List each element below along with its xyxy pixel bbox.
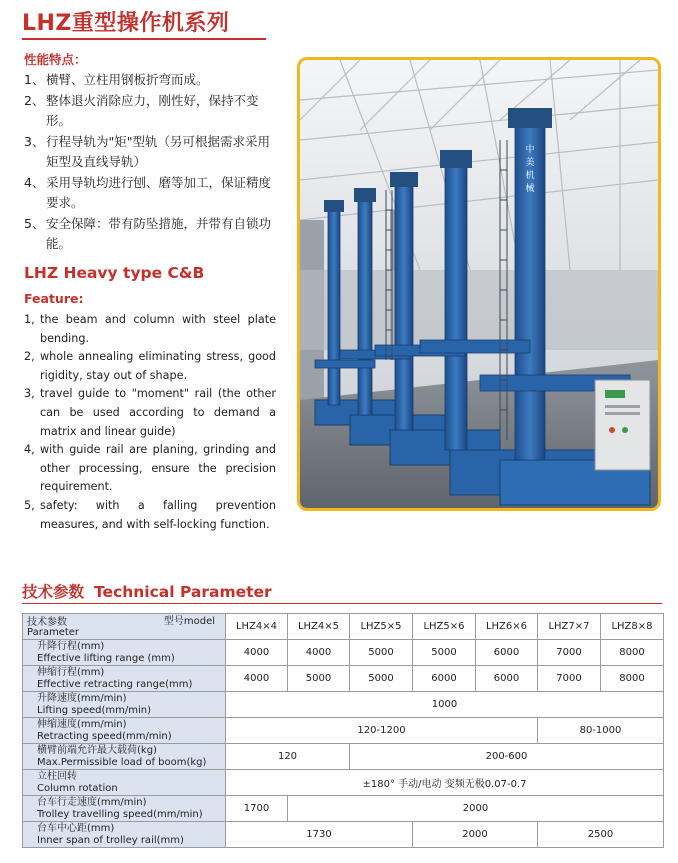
model-header: LHZ7×7 <box>538 614 601 640</box>
table-row <box>23 640 664 666</box>
cn-features-heading: 性能特点： <box>24 52 87 67</box>
list-item: 5、 安全保障：带有防坠措施，并带有自锁功能。 <box>24 215 272 251</box>
table-cell: 8000 <box>601 640 664 666</box>
model-header: LHZ8×8 <box>601 614 664 640</box>
list-item: 5, safety: with a falling prevention measures, and with self-locking function. <box>24 498 276 531</box>
model-header: LHZ5×6 <box>413 614 476 640</box>
table-cell: 5000 <box>350 666 413 692</box>
spec-table <box>22 613 664 848</box>
table-cell: 1000 <box>226 692 664 718</box>
model-header: LHZ4×4 <box>226 614 288 640</box>
table-cell: 5000 <box>350 640 413 666</box>
table-cell: 6000 <box>476 666 538 692</box>
table-cell: 4000 <box>288 640 350 666</box>
table-row <box>23 718 664 744</box>
table-cell: 8000 <box>601 666 664 692</box>
table-cell: 4000 <box>226 640 288 666</box>
page-title: LHZ重型操作机系列 <box>22 11 230 36</box>
table-cell: 5000 <box>288 666 350 692</box>
table-cell: 2000 <box>413 822 538 848</box>
table-cell: 6000 <box>413 666 476 692</box>
cn-feature-list <box>24 70 280 255</box>
table-cell: 120 <box>226 744 350 770</box>
table-cell: 1700 <box>226 796 288 822</box>
table-cell: 2500 <box>538 822 664 848</box>
spec-section-title: 技术参数 Technical Parameter <box>22 583 272 601</box>
table-cell: 2000 <box>288 796 664 822</box>
row-label: 升降行程(mm) Effective lifting range (mm) <box>23 640 226 666</box>
list-item: 4、 采用导轨均进行刨、磨等加工，保证精度要求。 <box>24 174 272 210</box>
table-cell: 4000 <box>226 666 288 692</box>
spec-title-underline <box>22 603 662 604</box>
model-header: LHZ5×5 <box>350 614 413 640</box>
table-cell: 5000 <box>413 640 476 666</box>
column-lettering: 中美机械 <box>525 145 535 194</box>
table-cell: 7000 <box>538 640 601 666</box>
list-item: 1、 横臂、立柱用钢板折弯而成。 <box>24 72 209 87</box>
list-item: 4, with guide rail are planing, grinding and other processing, ensure the precision requirement. <box>24 443 276 494</box>
row-label: 台车中心距(mm) Inner span of trolley rail(mm) <box>23 822 226 848</box>
list-item: 2, whole annealing eliminating stress, good rigidity, stay out of shape. <box>24 350 276 382</box>
table-row <box>23 796 664 822</box>
en-feature-list <box>24 311 276 534</box>
table-cell: 80-1000 <box>538 718 664 744</box>
header-corner-cell: 技术参数 型号model Parameter <box>23 614 226 640</box>
row-label: 伸缩行程(mm) Effective retracting range(mm) <box>23 666 226 692</box>
list-item: 1, the beam and column with steel plate bending. <box>24 313 276 345</box>
product-photo <box>297 57 661 511</box>
table-row <box>23 822 664 848</box>
row-label: 升降速度(mm/min) Lifting speed(mm/min) <box>23 692 226 718</box>
table-cell: 120-1200 <box>226 718 538 744</box>
table-cell: ±180° 手动/电动 变频无极0.07-0.7 <box>226 770 664 796</box>
table-header-row <box>23 614 664 640</box>
row-label: 台车行走速度(mm/min) Trolley travelling speed(mm/min) <box>23 796 226 822</box>
row-label: 伸缩速度(mm/min) Retracting speed(mm/min) <box>23 718 226 744</box>
en-features-heading: Feature: <box>24 291 84 306</box>
table-cell: 7000 <box>538 666 601 692</box>
list-item: 3、 行程导轨为"矩"型轨（另可根据需求采用矩型及直线导轨） <box>24 133 270 169</box>
table-cell: 6000 <box>476 640 538 666</box>
model-header: LHZ6×6 <box>476 614 538 640</box>
table-row <box>23 770 664 796</box>
list-item: 3, travel guide to "moment" rail (the other can be used according to demand a matrix and linear guide) <box>24 387 276 438</box>
list-item: 2、 整体退火消除应力，刚性好，保持不变形。 <box>24 92 259 128</box>
table-row <box>23 744 664 770</box>
row-label: 横臂前端允许最大载荷(kg) Max.Permissible load of boom(kg) <box>23 744 226 770</box>
table-cell: 1730 <box>226 822 413 848</box>
table-row <box>23 692 664 718</box>
title-underline <box>22 38 266 40</box>
row-label: 立柱回转 Column rotation <box>23 770 226 796</box>
en-section-title: LHZ Heavy type C&B <box>24 264 205 282</box>
table-cell: 200-600 <box>350 744 664 770</box>
model-header: LHZ4×5 <box>288 614 350 640</box>
table-row <box>23 666 664 692</box>
